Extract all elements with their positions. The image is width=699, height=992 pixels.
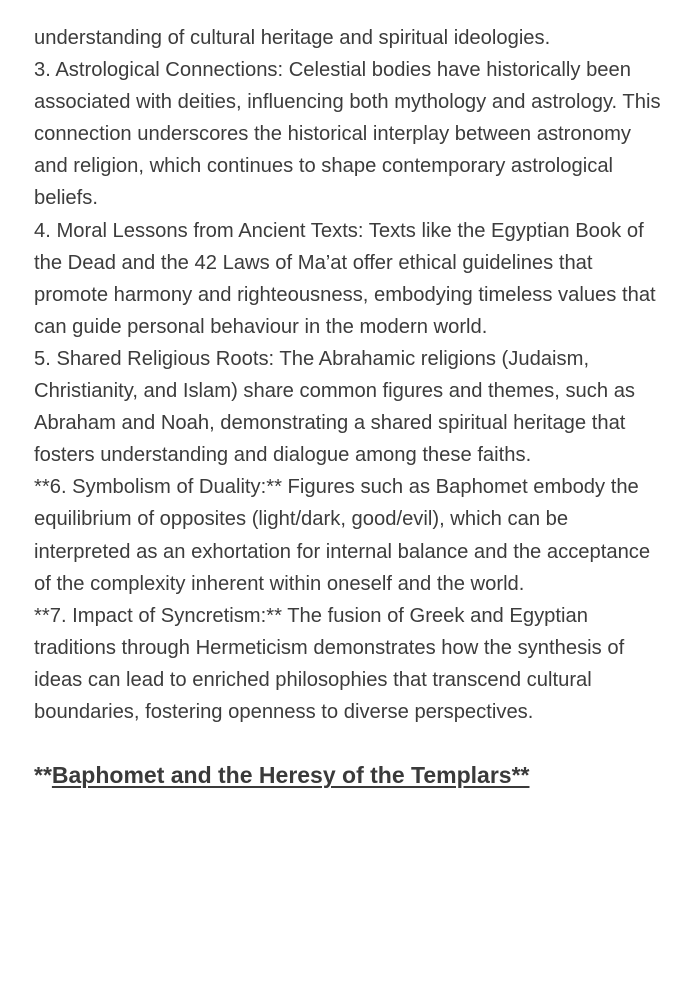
paragraph-moral-lessons: 4. Moral Lessons from Ancient Texts: Texts like the Egyptian Book of the Dead and the 42 Laws of Ma’at offer ethical guidelines that promote harmony and righteousness, embodying timeless values that can guide personal behaviour in the modern world. <box>34 219 656 338</box>
paragraph-astrological-connections: 3. Astrological Connections: Celestial bodies have historically been associated with deities, influencing both mythology and astrology. This connection underscores the historical interplay between astronomy and religion, which continues to shape contemporary astrological beliefs. <box>34 59 661 210</box>
section-heading <box>34 758 664 792</box>
paragraph-shared-religious-roots: 5. Shared Religious Roots: The Abrahamic religions (Judaism, Christianity, and Islam) share common figures and themes, such as Abraham and Noah, demonstrating a shared spiritual heritage that fosters understanding and dialogue among these faiths. <box>34 347 636 467</box>
paragraph-impact-of-syncretism: **7. Impact of Syncretism:** The fusion of Greek and Egyptian traditions through Hermeticism demonstrates how the synthesis of ideas can lead to enriched philosophies that transcend cultural boundaries, fostering openness to diverse perspectives. <box>34 604 625 723</box>
heading-prefix: ** <box>34 762 52 789</box>
heading-text: Baphomet and the Heresy of the Templars** <box>51 762 530 789</box>
paragraph-symbolism-of-duality: **6. Symbolism of Duality:** Figures such as Baphomet embody the equilibrium of opposites (light/dark, good/evil), which can be interpreted as an exhortation for internal balance and the acceptance of the complexity inherent within oneself and the world. <box>34 476 651 595</box>
document-body <box>34 22 664 792</box>
paragraph-continuation: understanding of cultural heritage and spiritual ideologies. <box>34 27 551 49</box>
